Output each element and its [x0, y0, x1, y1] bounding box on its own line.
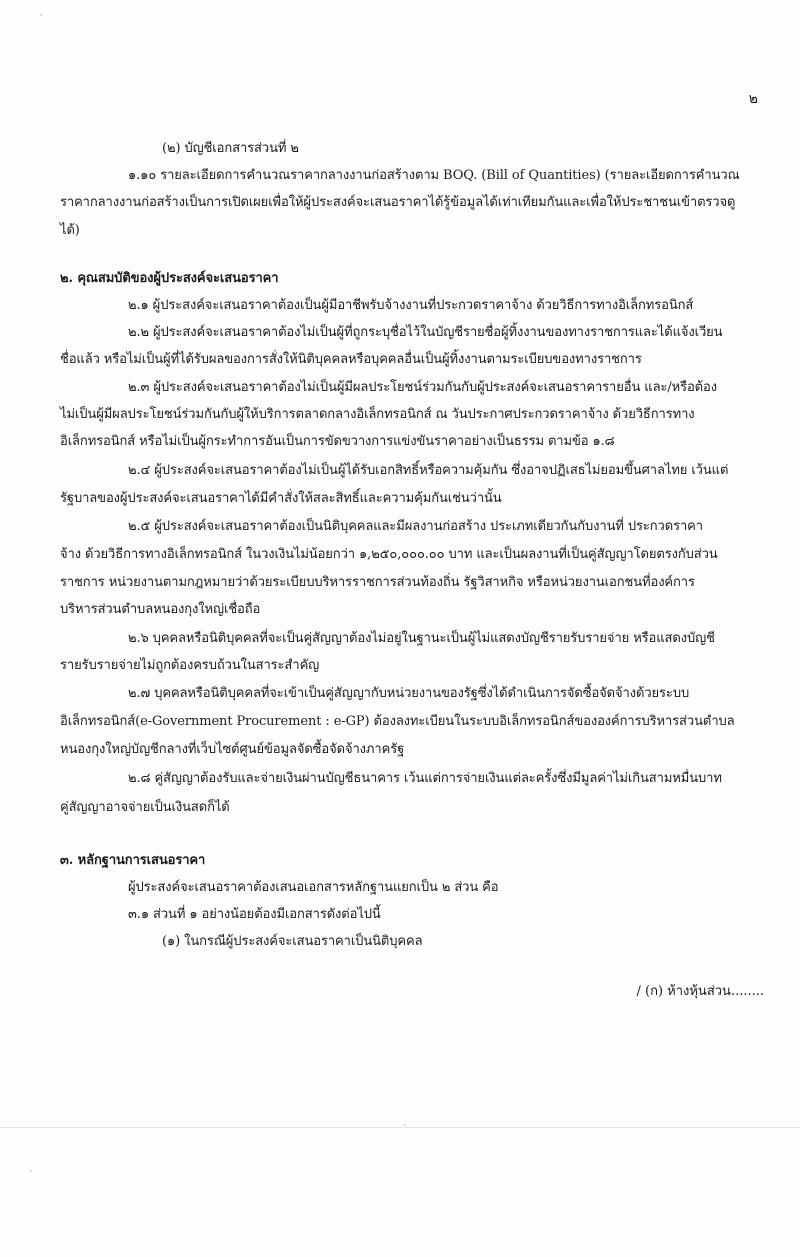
sub2-heading: (๒) บัญชีเอกสารส่วนที่ ๒: [162, 141, 299, 156]
item-2-6-line2: รายรับรายจ่ายไม่ถูกต้องครบถ้วนในสาระสำคัญ: [60, 658, 320, 673]
item-2-8-line1: ๒.๘ คู่สัญญาต้องรับและจ่ายเงินผ่านบัญชีธนาคาร เว้นแต่การจ่ายเงินแต่ละครั้งซึ่งมีมูลค่าไม่เกินสามหมื่นบาท: [128, 771, 722, 786]
item-2-5-line2: จ้าง ด้วยวิธีการทางอิเล็กทรอนิกส์ ในวงเงินไม่น้อยกว่า ๑,๒๕๐,๐๐๐.๐๐ บาท และเป็นผลงานที่เป็นคู่สัญญาโดยตรงกับส่วน: [60, 547, 718, 562]
section3-heading: ๓. หลักฐานการเสนอราคา: [60, 853, 206, 868]
scan-speck: [30, 1170, 32, 1172]
item-2-1: ๒.๑ ผู้ประสงค์จะเสนอราคาต้องเป็นผู้มีอาชีพรับจ้างงานที่ประกวดราคาจ้าง ด้วยวิธีการทางอิเล็กทรอนิกส์: [128, 298, 694, 313]
item-2-8-line2: คู่สัญญาอาจจ่ายเป็นเงินสดก็ได้: [60, 800, 230, 815]
item-3-1-sub1: (๑) ในกรณีผู้ประสงค์จะเสนอราคาเป็นนิติบุคคล: [162, 934, 423, 949]
item-1-10-line2: ราคากลางงานก่อสร้างเป็นการเปิดเผยเพื่อให้ผู้ประสงค์จะเสนอราคาได้รู้ข้อมูลได้เท่าเทียมกันและเพื่อให้ประชาชนเข้าตรวจดู: [60, 195, 736, 210]
item-2-2-line2: ชื่อแล้ว หรือไม่เป็นผู้ที่ได้รับผลของการสั่งให้นิติบุคคลหรือบุคคลอื่นเป็นผู้ทิ้งงานตามระเบียบของทางราชการ: [60, 352, 642, 367]
section3-intro: ผู้ประสงค์จะเสนอราคาต้องเสนอเอกสารหลักฐานแยกเป็น ๒ ส่วน คือ: [128, 880, 499, 895]
item-2-5-line4: บริหารส่วนตำบลหนองกุงใหญ่เชื่อถือ: [60, 602, 261, 617]
item-1-10-line3: ได้): [60, 223, 80, 238]
scan-speck: [40, 14, 42, 16]
item-2-3-line1: ๒.๓ ผู้ประสงค์จะเสนอราคาต้องไม่เป็นผู้มีผลประโยชน์ร่วมกันกับผู้ประสงค์จะเสนอราคารายอื่น และ/หรือต้อง: [128, 380, 717, 395]
item-2-3-line2: ไม่เป็นผู้มีผลประโยชน์ร่วมกันกับผู้ให้บริการตลาดกลางอิเล็กทรอนิกส์ ณ วันประกาศประกวดราคาจ้าง ด้วยวิธีการทาง: [60, 407, 695, 422]
section2-heading: ๒. คุณสมบัติของผู้ประสงค์จะเสนอราคา: [60, 271, 279, 286]
page-number: ๒: [748, 91, 758, 107]
item-2-4-line2: รัฐบาลของผู้ประสงค์จะเสนอราคาได้มีคำสั่งให้สละสิทธิ์และความคุ้มกันเช่นว่านั้น: [60, 491, 502, 506]
item-2-5-line1: ๒.๕ ผู้ประสงค์จะเสนอราคาต้องเป็นนิติบุคคลและมีผลงานก่อสร้าง ประเภทเดียวกันกับงานที่ ประกวดราคา: [128, 519, 703, 534]
scan-page-edge: [0, 1127, 800, 1128]
item-1-10-line1: ๑.๑๐ รายละเอียดการคำนวณราคากลางงานก่อสร้างตาม BOQ. (Bill of Quantities) (รายละเอียดการคำนวณ: [128, 168, 740, 183]
item-2-7-line1: ๒.๗ บุคคลหรือนิติบุคคลที่จะเข้าเป็นคู่สัญญากับหน่วยงานของรัฐซึ่งได้ดำเนินการจัดซื้อจัดจ้างด้วยระบบ: [128, 686, 690, 701]
item-2-7-line3: หนองกุงใหญ่บัญชีกลางที่เว็บไซต์ศูนย์ข้อมูลจัดซื้อจัดจ้างภาครัฐ: [60, 742, 405, 757]
item-2-2-line1: ๒.๒ ผู้ประสงค์จะเสนอราคาต้องไม่เป็นผู้ที่ถูกระบุชื่อไว้ในบัญชีรายชื่อผู้ทิ้งงานของทางราชการและได้แจ้งเวียน: [128, 325, 723, 340]
item-2-7-line2: อิเล็กทรอนิกส์(e-Government Procurement : e-GP) ต้องลงทะเบียนในระบบอิเล็กทรอนิกส์ขององค์การบริหารส่วนตำบล: [60, 714, 735, 729]
continuation-ref: / (ก) ห้างหุ้นส่วน........: [636, 984, 764, 999]
item-2-4-line1: ๒.๔ ผู้ประสงค์จะเสนอราคาต้องไม่เป็นผู้ได้รับเอกสิทธิ์หรือความคุ้มกัน ซึ่งอาจปฏิเสธไม่ยอมขึ้นศาลไทย เว้นแต่: [128, 463, 729, 478]
item-2-5-line3: ราชการ หน่วยงานตามกฎหมายว่าด้วยระเบียบบริหารราชการส่วนท้องถิ่น รัฐวิสาหกิจ หรือหน่วยงานเอกชนที่องค์การ: [60, 575, 695, 590]
item-2-3-line3: อิเล็กทรอนิกส์ หรือไม่เป็นผู้กระทำการอันเป็นการขัดขวางการแข่งขันราคาอย่างเป็นธรรม ตามข้อ ๑.๘: [60, 434, 615, 449]
scan-speck: [404, 1124, 406, 1126]
item-2-6-line1: ๒.๖ บุคคลหรือนิติบุคคลที่จะเป็นคู่สัญญาต้องไม่อยู่ในฐานะเป็นผู้ไม่แสดงบัญชีรายรับรายจ่าย หรือแสดงบัญชี: [128, 631, 715, 646]
item-3-1: ๓.๑ ส่วนที่ ๑ อย่างน้อยต้องมีเอกสารดังต่อไปนี้: [128, 907, 381, 922]
